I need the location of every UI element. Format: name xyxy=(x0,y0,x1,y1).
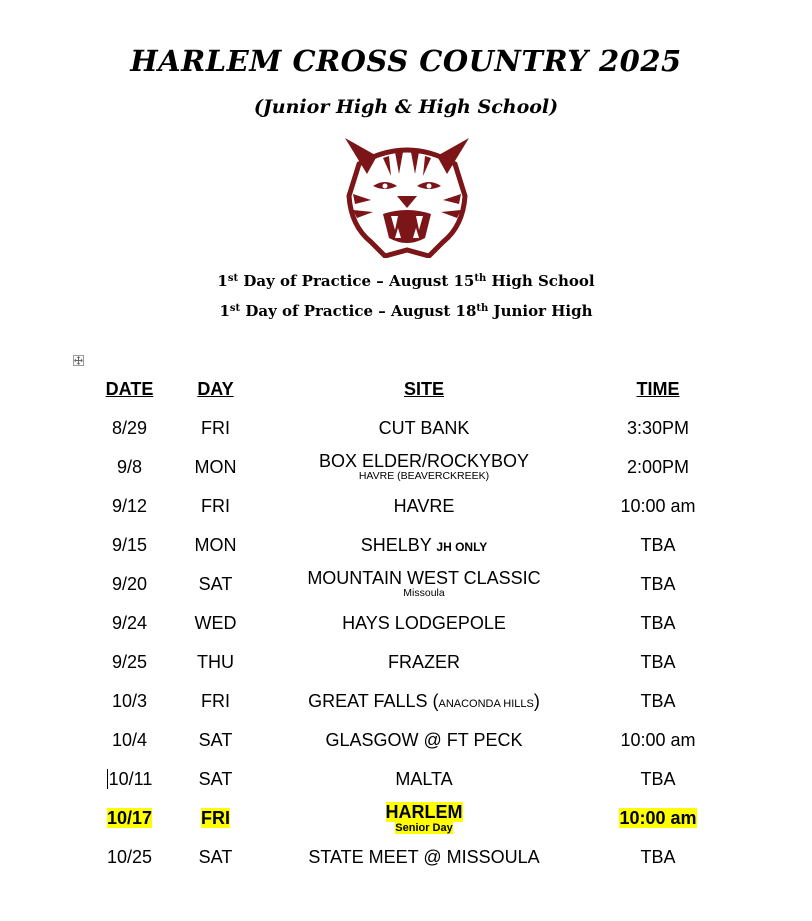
site-name: BOX ELDER/ROCKYBOY xyxy=(318,451,530,472)
site-note: JH ONLY xyxy=(436,540,488,555)
text-cursor xyxy=(107,769,108,789)
row-site: GLASGOW @ FT PECK xyxy=(325,730,523,751)
row-site xyxy=(259,452,589,482)
table-row xyxy=(87,682,727,721)
table-row xyxy=(87,487,727,526)
row-date: 9/20 xyxy=(111,574,148,594)
row-date: 9/15 xyxy=(111,535,148,555)
row-day: MON xyxy=(194,535,237,555)
practice-start-high-school: 1st Day of Practice – August 15th High School xyxy=(217,272,595,290)
row-day: SAT xyxy=(198,730,233,750)
site-subtitle: Missoula xyxy=(403,587,445,600)
row-day: SAT xyxy=(198,847,233,867)
row-date: 10/25 xyxy=(106,847,153,867)
row-day xyxy=(172,808,259,829)
table-row-highlighted xyxy=(87,799,727,838)
row-time: TBA xyxy=(640,613,676,633)
row-day: SAT xyxy=(198,574,233,594)
row-time: TBA xyxy=(640,769,676,789)
row-time: TBA xyxy=(640,574,676,594)
site-note: ANACONDA HILLS xyxy=(438,698,534,711)
row-date: 10/4 xyxy=(111,730,148,750)
site-name: SHELBY xyxy=(360,535,437,556)
header-site: SITE xyxy=(403,379,444,400)
row-time: TBA xyxy=(640,535,676,555)
site-name: MOUNTAIN WEST CLASSIC xyxy=(307,568,541,589)
row-time: TBA xyxy=(640,847,676,867)
row-date xyxy=(87,808,172,829)
row-day: MON xyxy=(194,457,237,477)
row-day: WED xyxy=(194,613,237,633)
row-site: HAVRE xyxy=(393,496,455,517)
document-subtitle: (Junior High & High School) xyxy=(253,96,559,118)
table-row xyxy=(87,760,727,799)
document-title: HARLEM CROSS COUNTRY 2025 xyxy=(130,44,682,78)
table-row xyxy=(87,721,727,760)
row-site: MALTA xyxy=(395,769,453,790)
row-date-text: 10/11 xyxy=(108,769,153,789)
wildcat-mascot-icon xyxy=(337,134,477,258)
table-row xyxy=(87,643,727,682)
site-close-paren: ) xyxy=(533,691,540,712)
row-site: CUT BANK xyxy=(378,418,470,439)
row-time: 10:00 am xyxy=(620,730,696,750)
row-site: HAYS LODGEPOLE xyxy=(342,613,506,634)
row-time: 2:00PM xyxy=(626,457,690,477)
row-date: 9/25 xyxy=(111,652,148,672)
row-day: THU xyxy=(197,652,234,672)
row-site xyxy=(259,536,589,555)
row-site xyxy=(259,692,589,711)
header-time: TIME xyxy=(636,379,680,399)
row-date: 10/3 xyxy=(111,691,148,711)
row-date: 8/29 xyxy=(111,418,148,438)
table-row xyxy=(87,565,727,604)
header-date: DATE xyxy=(105,379,154,399)
site-name: HARLEM xyxy=(385,802,463,822)
row-site xyxy=(259,569,589,599)
row-day-text: FRI xyxy=(201,808,230,828)
row-site xyxy=(259,803,589,834)
row-time: 3:30PM xyxy=(626,418,690,438)
row-date: 9/12 xyxy=(111,496,148,516)
row-site: STATE MEET @ MISSOULA xyxy=(308,847,540,868)
row-time-text: 10:00 am xyxy=(619,808,697,828)
site-subtitle: HAVRE (BEAVERCKREEK) xyxy=(358,470,490,483)
table-row xyxy=(87,604,727,643)
site-subtitle-wrap xyxy=(259,822,589,834)
row-date: 9/8 xyxy=(116,457,143,477)
row-day: SAT xyxy=(198,769,233,789)
table-row xyxy=(87,448,727,487)
row-date[interactable] xyxy=(87,769,172,790)
table-row xyxy=(87,526,727,565)
row-time: TBA xyxy=(640,691,676,711)
site-subtitle: Senior Day xyxy=(395,821,453,834)
table-move-handle-icon[interactable] xyxy=(73,355,84,366)
row-day: FRI xyxy=(201,691,230,711)
table-header-row xyxy=(87,370,727,409)
row-day: FRI xyxy=(201,496,230,516)
practice-start-junior-high: 1st Day of Practice – August 18th Junior High xyxy=(219,302,593,320)
header-day: DAY xyxy=(197,379,234,399)
site-name: GREAT FALLS ( xyxy=(308,691,439,712)
schedule-table xyxy=(87,370,727,877)
table-row xyxy=(87,838,727,877)
row-time xyxy=(589,808,727,829)
row-time: 10:00 am xyxy=(620,496,696,516)
row-date: 9/24 xyxy=(111,613,148,633)
row-site: FRAZER xyxy=(388,652,460,673)
row-time: TBA xyxy=(640,652,676,672)
row-date-text: 10/17 xyxy=(106,808,153,828)
table-row xyxy=(87,409,727,448)
row-day: FRI xyxy=(201,418,230,438)
